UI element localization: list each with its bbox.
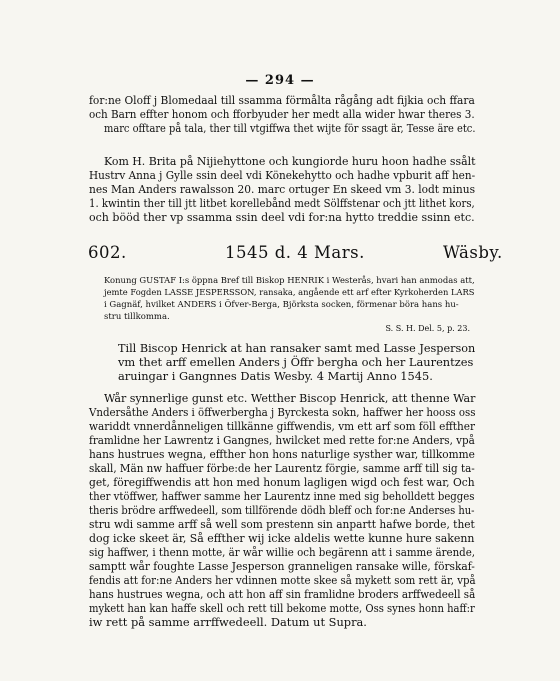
text-line: nes Man Anders rawalsson 20. marc ortuger En skeed vm 3. lodt minus <box>89 182 476 196</box>
page-number: — 294 — <box>245 73 315 88</box>
entry-date: 1545 d. 4 Mars. <box>225 243 365 262</box>
source-reference: S. S. H. Del. 5, p. 23. <box>385 324 470 333</box>
intro-line: aruingar i Gangnnes Datis Wesby. 4 Martij Anno 1545. <box>118 369 433 383</box>
text-line: 1. kwintin ther till jtt litbet korellebånd medt Sölffstenar och jtt lithet kors, <box>89 196 475 210</box>
intro-line: vm thet arff emellen Anders j Öffr bergha och her Laurentzes <box>118 355 474 369</box>
body-line: hans hustrues wegna, effther hon hons naturlige systher war, tillkomme <box>89 447 475 461</box>
text-line: Kom H. Brita på Nijiehyttone och kungiorde huru hoon hadhe ssålt <box>104 154 476 168</box>
text-line: och Barn effter honom och fforbyuder her medt alla wider hwar theres 3. <box>89 107 475 121</box>
summary-line: stru tillkomma. <box>104 312 170 322</box>
body-line: mykett han kan haffe skell och rett till bekome motte, Oss synes honn haff:r <box>89 601 475 615</box>
body-line: samptt wår foughte Lasse Jesperson granneligen ransake wille, förskaf- <box>89 559 475 573</box>
body-line: hans hustrues wegna, och att hon aff sin framlidne broders arffwedeell så <box>89 587 476 601</box>
body-line: ther vtöffwer, haffwer samme her Laurentz inne med sig beholldett begges <box>89 489 475 503</box>
summary-line: i Gagnäf, hvilket ANDERS i Öfver-Berga, Björksta socken, förmenar böra hans hu- <box>104 300 459 310</box>
body-line: fendis att for:ne Anders her vdinnen motte skee så mykett som rett är, vpå <box>89 573 476 587</box>
body-line: iw rett på samme arrffwedeell. Datum ut Supra. <box>89 615 367 629</box>
body-line: Wår synnerlige gunst etc. Wetther Biscop Henrick, att thenne War <box>104 391 476 405</box>
body-line: stru wdi samme arff så well som prestenn sin anpartt hafwe borde, thet <box>89 517 475 531</box>
body-line: Vndersåthe Anders i öffwerbergha j Byrckesta sokn, haffwer her hooss oss <box>89 405 476 419</box>
intro-line: Till Biscop Henrick at han ransaker samt med Lasse Jesperson <box>118 341 476 355</box>
text-line: marc offtare på tala, ther till vtgiffwa thet wijte för ssagt är, Tesse äre etc. <box>104 121 476 135</box>
body-line: theris brödre arffwedeell, som tillförende dödh bleff och for:ne Anderses hu- <box>89 503 475 517</box>
entry-number: 602. <box>88 243 127 262</box>
body-line: wariddt vnnerdånneligen tillkänne giffwendis, vm ett arf som föll effther <box>89 419 475 433</box>
body-line: dog icke skeet är, Så effther wij icke aldelis wette kunne hure sakenn <box>89 531 475 545</box>
summary-line: jemte Fogden LASSE JESPERSSON, ransaka, angående ett arf efter Kyrkoherden LARS <box>104 288 475 298</box>
summary-line: Konung GUSTAF I:s öppna Bref till Biskop HENRIK i Westerås, hvari han anmodas att, <box>104 276 475 286</box>
body-line: sig haffwer, i thenn motte, är wår willie och begärenn att i samme ärende, <box>89 545 476 559</box>
body-line: skall, Män nw haffuer förbe:de her Laurentz förgie, samme arff till sig ta- <box>89 461 475 475</box>
text-line: och bööd ther vp ssamma ssin deel vdi for:na hytto treddie ssinn etc. <box>89 210 475 224</box>
body-line: get, föregiffwendis att hon med honum lagligen wigd och fest war, Och <box>89 475 475 489</box>
text-line: for:ne Oloff j Blomedaal till ssamma förmålta rågång adt fijkia och ffara <box>89 93 475 107</box>
body-line: framlidne her Lawrentz i Gangnes, hwilcket med rette for:ne Anders, vpå <box>89 433 475 447</box>
text-line: Hustrv Anna j Gylle ssin deel vdi Könekehytto och hadhe vpburit aff hen- <box>89 168 476 182</box>
entry-place: Wäsby. <box>443 243 503 262</box>
